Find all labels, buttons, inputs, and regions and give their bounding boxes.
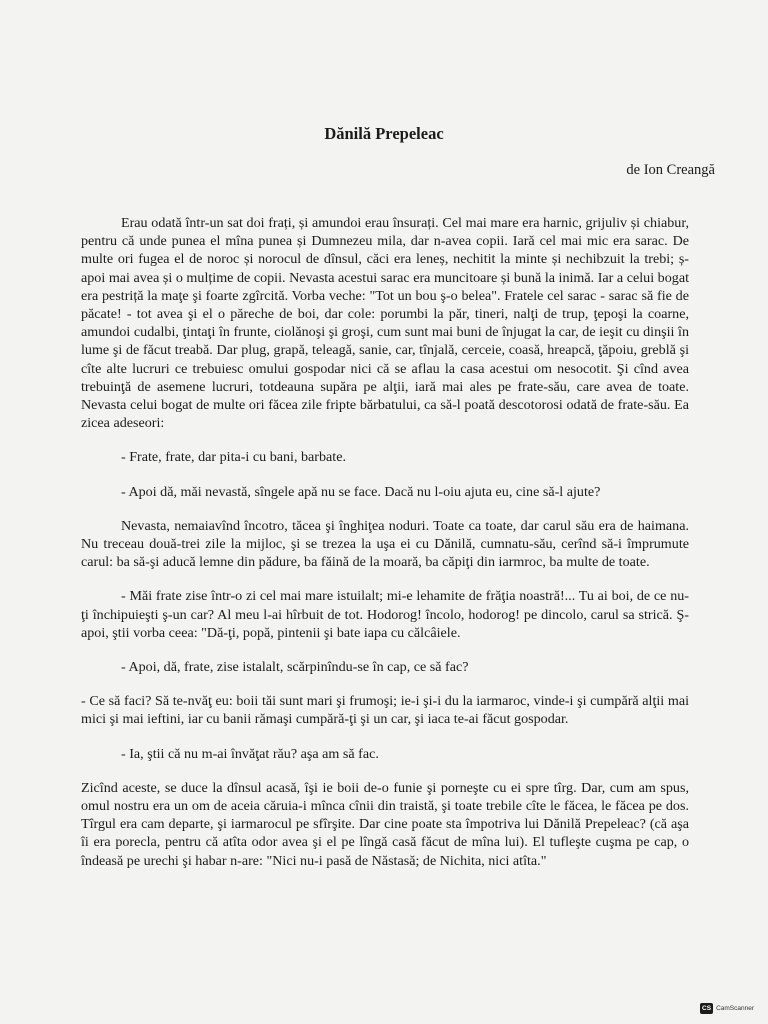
paragraph-3: - Apoi dă, măi nevastă, sîngele apă nu se face. Dacă nu l-oiu ajuta eu, cine să-l ajute? [121, 483, 601, 500]
paragraph-9: Zicînd aceste, se duce la dînsul acasă, îşi ie boii de-o funie şi porneşte cu ei spre tîrg. Dar, cum am spus, omul nostru era un om de aceia căruia-i mînca cînii din traistă, şi toate trebile cîte le făcea, le făcea pe dos. Tîrgul era cam departe, şi iarmarocul pe sfîrşite. Dar cine poate sta împotriva lui Dănilă Prepeleac? (că aşa îi era porecla, pentru că atîta odor avea şi el pe lîngă casă făcut de mîna lui). El tufleşte cuşma pe cap, o îndeasă pe urechi şi habar n-are: "Nici nu-i pasă de Năstasă; de Nichita, nici atîta." [81, 779, 689, 869]
document-author: de Ion Creangă [626, 162, 715, 178]
paragraph-8: - Ia, ştii că nu m-ai învăţat rău? aşa am să fac. [121, 745, 379, 762]
document-title: Dănilă Prepeleac [324, 124, 444, 143]
camscanner-watermark [700, 1003, 754, 1014]
document-body [81, 214, 689, 886]
paragraph-6: - Apoi, dă, frate, zise istalalt, scărpinîndu-se în cap, ce să fac? [121, 659, 469, 676]
paragraph-4: Nevasta, nemaiavînd încotro, tăcea şi înghiţea noduri. Toate ca toate, dar carul său era de haimana. Nu treceau două-trei zile la mijloc, şi se trezea la uşa ei cu Dănilă, cumnatu-său, cerînd să-i împrumute carul: ba să-şi aducă lemne din pădure, ba făină de la moară, ba căpiţi din iarmroc, ba multe de toate. [81, 517, 689, 571]
paragraph-7: - Ce să faci? Să te-nvăţ eu: boii tăi sunt mari şi frumoşi; ie-i şi-i du la iarmaroc, vinde-i şi cumpără alţii mai mici şi mai ieftini, iar cu banii rămaşi cumpără-ţi şi un car, şi iaca te-ai făcut gospodar. [81, 693, 689, 728]
camscanner-label: CamScanner [716, 1005, 754, 1012]
paragraph-2: - Frate, frate, dar pita-i cu bani, barbate. [121, 449, 346, 466]
paragraph-5: - Măi frate zise într-o zi cel mai mare istuilalt; mi-e lehamite de frăţia noastră!... Tu ai boi, de ce nu-ţi închipuieşti ş-un car? Al meu l-ai hîrbuit de tot. Hodorog! încolo, hodorog! pe dincolo, carul sa strică. Ş-apoi, ştii vorba ceea: "Dă-ţi, popă, pintenii şi bate iapa cu călcâiele. [81, 588, 689, 641]
camscanner-logo-icon: CS [702, 1005, 712, 1012]
paragraph-1: Erau odată într-un sat doi frați, și amundoi erau însurați. Cel mai mare era harnic, grijuliv și chiabur, pentru că unde punea el mîna punea și Dumnezeu mila, dar n-avea copii. Iară cel mai mic era sarac. De multe ori fugea el de noroc și norocul de dînsul, căci era leneș, nechitit la minte și nechibzuit la trebi; ș-apoi mai avea și o mulțime de copii. Nevasta acestui sarac era muncitoare și bună la inimă. Iar a celui bogat era pestriță la maţe şi foarte zgîrcită. Vorba veche: "Tot un bou ş-o belea". Fratele cel sarac - sarac să fie de păcate! - tot avea şi el o păreche de boi, dar cole: porumbi la păr, tineri, nalţi de trup, ţepoşi la coarne, amundoi cudalbi, ţintaţi în frunte, ciolănoşi şi groşi, cum sunt mai buni de înjugat la car, de ieşit cu dinşii în lume şi de făcut treabă. Dar plug, grapă, teleagă, sanie, car, tînjală, cerceie, coasă, hreapcă, ţăpoiu, greblă şi cîte alte lucruri ce trebuiesc omului gospodar nici că se aflau la casa acestui om nesocotit. Şi cînd avea trebuinţă de asemene lucruri, totdeauna supăra pe alţii, iară mai ales pe frate-său, care avea de toate. Nevasta celui bogat de multe ori făcea zile fripte bărbatului, ca să-l poată descotorosi odată de frate-său. Ea zicea adeseori: [81, 215, 689, 432]
